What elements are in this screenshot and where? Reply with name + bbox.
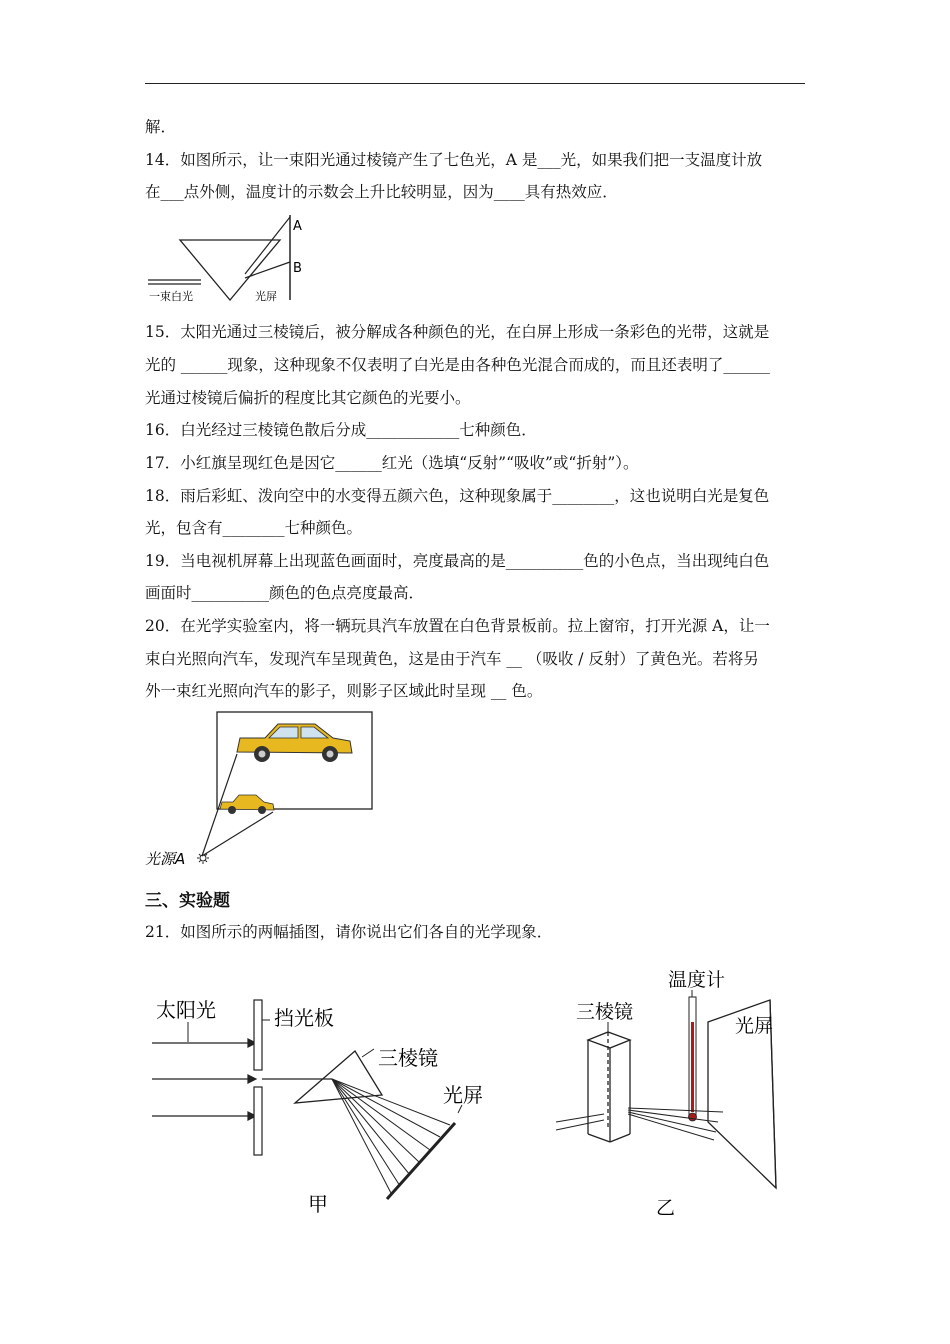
thermometer-image [689,997,697,1121]
label-sunlight: 太阳光 [156,998,216,1022]
prism-shape [295,1051,382,1103]
question-20-line-2: 束白光照向汽车，发现汽车呈现黄色，这是由于汽车 __ （吸收 / 反射）了黄色光。若将另 [145,650,759,668]
prism-3d [588,1032,630,1142]
question-18-line-1: 18．雨后彩虹、泼向空中的水变得五颜六色，这种现象属于________，这也说明白光是复色 [145,487,770,505]
figure-21-a [140,985,500,1215]
sunlight-rays [152,1039,256,1120]
question-19-line-2: 画面时__________颜色的色点亮度最高． [145,584,425,602]
figure-20-car [140,708,380,872]
label-prism: 三棱镜 [378,1046,438,1070]
section-heading: 三、实验题 [145,891,230,911]
ray-to-a [245,217,290,274]
label-white-light: 一束白光 [149,290,193,303]
question-14-line-1: 14．如图所示，让一束阳光通过棱镜产生了七色光，A 是___光，如果我们把一支温度计放 [145,151,763,169]
text-line: 解． [145,118,177,136]
label-light-source: 光源A [145,850,186,868]
label-prism: 三棱镜 [576,1001,634,1023]
light-rays [556,1108,723,1140]
question-16: 16．白光经过三棱镜色散后分成____________七种颜色． [145,421,537,439]
question-19-line-1: 19．当电视机屏幕上出现蓝色画面时，亮度最高的是__________色的小色点，当出现纯白色 [145,552,770,570]
question-15-line-1: 15．太阳光通过三棱镜后，被分解成各种颜色的光，在白屏上形成一条彩色的光带，这就是 [145,323,770,341]
label-screen: 光屏 [443,1083,483,1107]
question-20-line-3: 外一束红光照向汽车的影子，则影子区域此时呈现 __ 色。 [145,682,543,700]
car-image-small [220,795,274,814]
ray-to-b [245,262,290,278]
dispersed-spectrum [332,1079,450,1195]
caption-yi: 乙 [656,1197,676,1219]
light-ray-lower [202,812,273,856]
light-source-icon [197,852,209,864]
label-thermometer: 温度计 [668,969,726,991]
label-screen: 光屏 [735,1015,774,1037]
header-rule [145,83,805,84]
question-21: 21．如图所示的两幅插图，请你说出它们各自的光学现象． [145,923,553,941]
figure-21-b [548,962,798,1224]
question-14-line-2: 在___点外侧，温度计的示数会上升比较明显，因为____具有热效应． [145,183,618,201]
question-20-line-1: 20．在光学实验室内，将一辆玩具汽车放置在白色背景板前。拉上窗帘，打开光源 A，让一 [145,617,770,635]
figure-14-prism [145,212,325,307]
light-blocking-board [254,1000,262,1155]
light-screen [387,1123,455,1199]
label-b: B [293,261,302,276]
question-15-line-2: 光的 ______现象，这种现象不仅表明了白光是由各种色光混合而成的，而且还表明了______ [145,356,770,374]
car-image-large [237,724,352,762]
question-17: 17．小红旗呈现红色是因它______红光（选填“反射”“吸收”或“折射”）。 [145,454,639,472]
caption-jia: 甲 [308,1192,328,1215]
label-a: A [293,219,302,234]
question-15-line-3: 光通过棱镜后偏折的程度比其它颜色的光要小。 [145,389,471,407]
question-18-line-2: 光，包含有________七种颜色。 [145,519,363,537]
label-screen: 光屏 [255,290,277,303]
label-blocking-board: 挡光板 [274,1006,334,1030]
